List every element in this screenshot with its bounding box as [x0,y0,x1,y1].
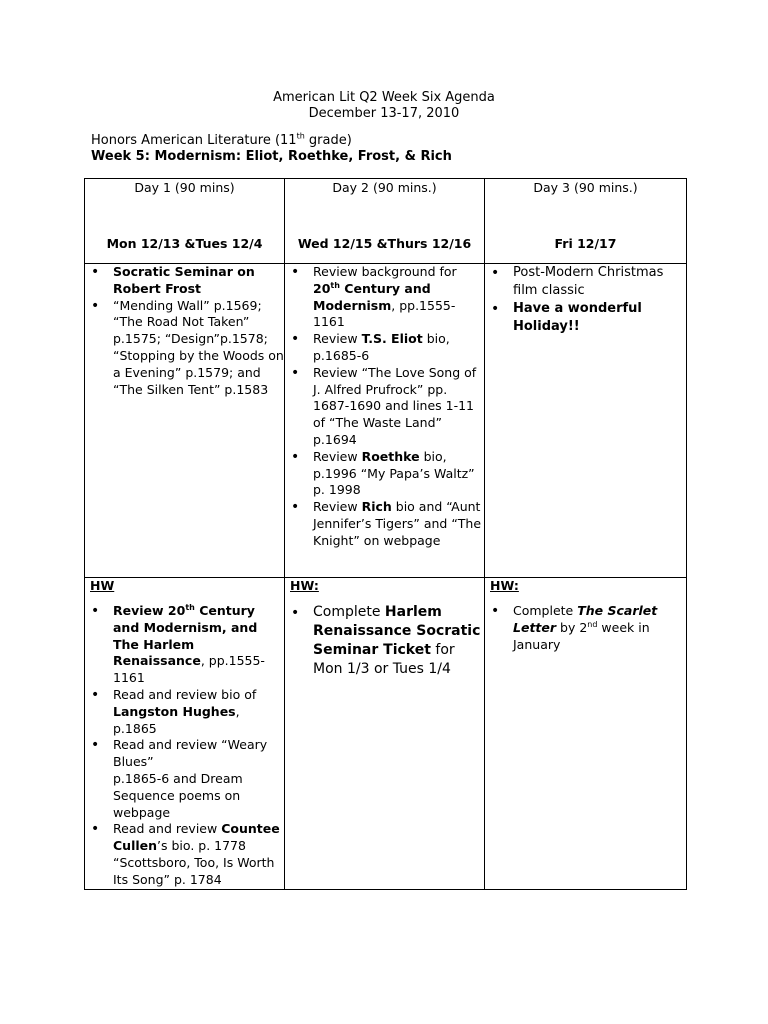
item-text: Century and Modernism [313,280,431,313]
day-label: Day 1 (90 mins) [134,180,235,195]
item-text: by 2 [556,619,588,635]
table-homework-row [85,578,687,890]
homework-cell-day2 [285,578,485,890]
course-text-end: grade) [304,133,352,148]
header-cell-day1 [85,179,285,264]
list-item [113,821,284,888]
course-text: Honors American Literature (11 [91,133,297,148]
table-header-row [85,179,687,264]
date-label: Fri 12/17 [554,236,617,251]
list-item: • Post-Modern Christmas film classic [513,264,686,300]
homework-cell-day1 [85,578,285,890]
list-item: • “Mending Wall” p.1569; “The Road Not Taken” p.1575; “Design”p.1578; “Stopping by the Woods on a Evening” p.1579; and “The Silken Tent” p.1583 [113,298,284,399]
list-item [513,603,686,653]
list-item [313,603,484,679]
hw-label: HW: [290,578,319,593]
agenda-table [84,178,687,890]
superscript: th [330,280,340,290]
item-text: , pp.1555-1161 [313,297,456,330]
item-text: Read and review bio of [113,686,257,702]
superscript: th [185,602,195,612]
date-label: Wed 12/15 &Thurs 12/16 [297,236,472,251]
item-text: , pp.1555-1161 [113,653,265,686]
hw-label: HW: [490,578,519,593]
item-text: Review background for [313,264,457,279]
item-text: Read and review “Weary Blues” [113,737,268,770]
superscript: nd [587,619,598,629]
homework-list [85,603,284,889]
item-bold: Countee Cullen [113,821,280,854]
item-text: bio, p.1996 “My Papa’s Waltz” p. 1998 [313,448,475,498]
item-bold: Rich [361,499,392,515]
homework-cell-day3 [485,578,687,890]
list-item [113,603,284,687]
list-item [513,300,686,336]
list-item [313,499,484,549]
item-text: Review 20 [113,603,186,618]
course-line [91,133,352,149]
item-text: Century and Modernism, and The Harlem Renaissance [113,603,258,669]
course-superscript: th [296,131,305,141]
date-label: Mon 12/13 &Tues 12/4 [106,236,263,251]
item-text: for Mon 1/3 or Tues 1/4 [313,642,455,677]
item-bold: Socratic Seminar on Robert Frost [113,264,255,296]
document-dates: December 13-17, 2010 [308,106,460,121]
agenda-cell-day1 [85,264,285,578]
list-item [113,264,284,298]
item-text: ’s bio. p. 1778 “Scottsboro, Too, Is Worth Its Song” p. 1784 [113,838,275,887]
item-text: week in January [513,619,650,652]
item-text: Complete [513,603,578,618]
header-cell-day2 [285,179,485,264]
agenda-list [85,264,284,398]
hw-label: HW [90,578,115,593]
item-bold: Harlem Renaissance Socratic Seminar Ticket [313,604,481,658]
agenda-list [285,264,484,550]
item-bold: Roethke [361,448,420,464]
list-item [313,449,484,499]
list-item [113,737,284,821]
item-text: , p.1865 [113,703,240,736]
list-item [113,687,284,737]
item-text: bio, p.1685-6 [313,331,450,363]
item-bold: Have a wonderful Holiday!! [513,301,642,334]
day-label: Day 2 (90 mins.) [332,180,437,195]
week-heading: Week 5: Modernism: Eliot, Roethke, Frost, & Rich [91,149,452,164]
item-text: 20 [313,280,331,296]
item-text: Review [313,448,362,464]
homework-list [485,603,686,653]
list-item: • Review “The Love Song of J. Alfred Prufrock” pp. 1687-1690 and lines 1-11 of “The Waste Land” p.1694 [313,365,484,449]
item-bold-italic: The Scarlet Letter [513,603,658,635]
agenda-list [485,264,686,336]
item-bold: Langston Hughes [113,703,236,719]
list-item [313,331,484,365]
table-agenda-row [85,264,687,578]
day-label: Day 3 (90 mins.) [533,180,638,195]
agenda-cell-day2 [285,264,485,578]
item-bold: T.S. Eliot [361,331,423,347]
item-text: Review [313,331,362,347]
header-cell-day3 [485,179,687,264]
item-text: Review [313,499,362,515]
item-text: bio and “Aunt Jennifer’s Tigers” and “The Knight” on webpage [313,499,482,548]
item-text: p.1865-6 and Dream Sequence poems on webpage [113,770,243,820]
item-text: Read and review [113,821,222,837]
document-title: American Lit Q2 Week Six Agenda [273,90,495,105]
list-item [313,264,484,331]
homework-list [285,603,484,679]
agenda-cell-day3 [485,264,687,578]
item-text: Complete [313,604,385,620]
